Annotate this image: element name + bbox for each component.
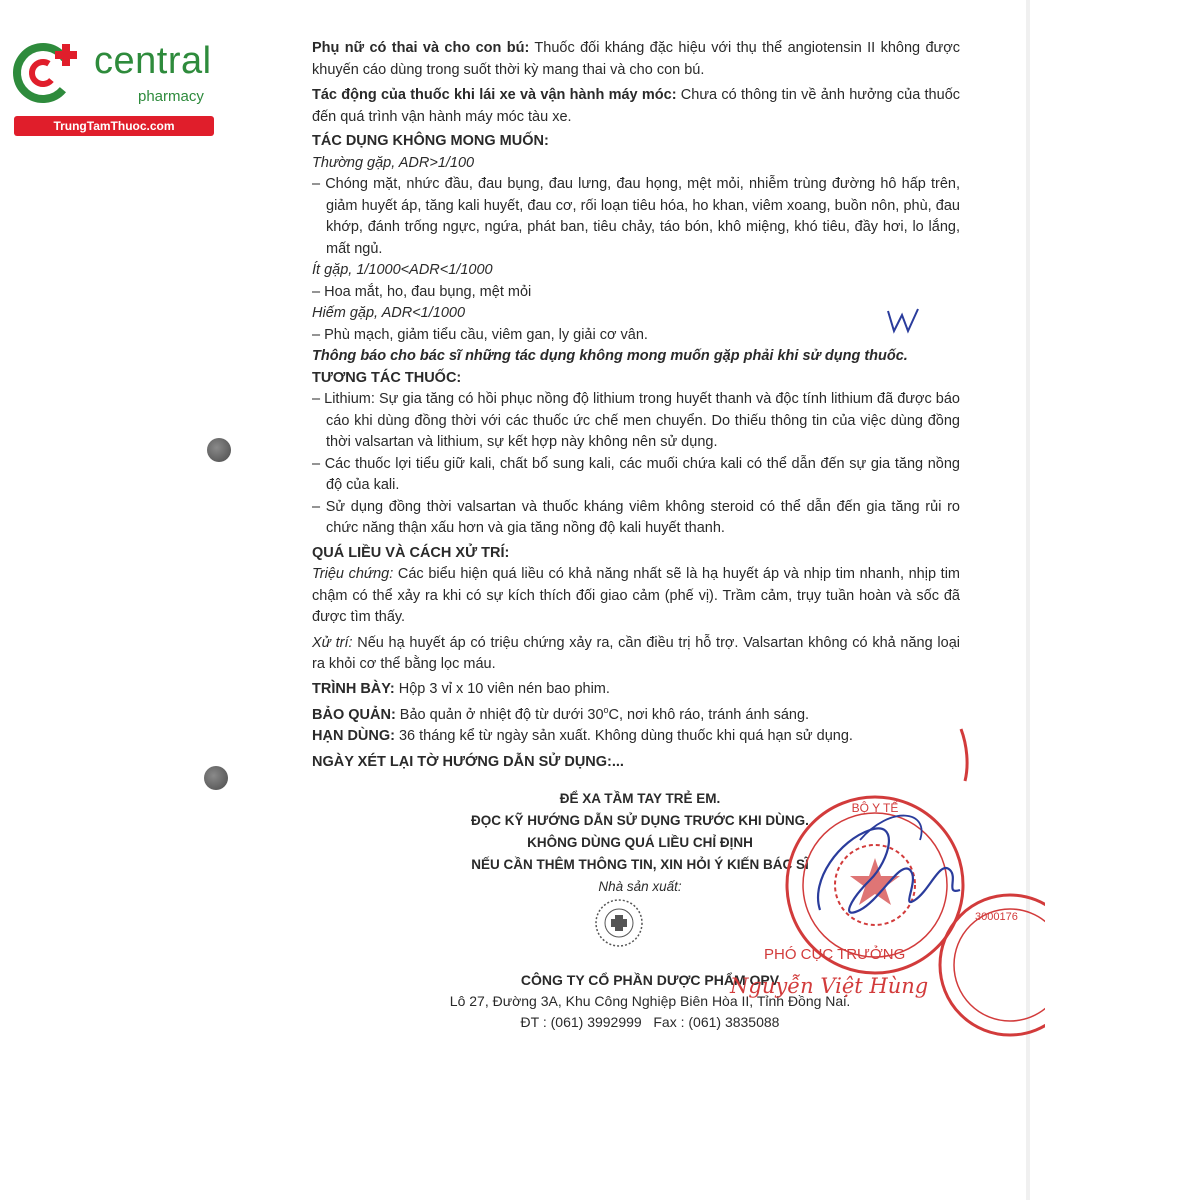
treatment-label: Xử trí:	[312, 634, 353, 651]
overdose-treatment	[312, 633, 960, 676]
signatory-name: Nguyễn Việt Hùng	[730, 974, 929, 998]
shelf-life-line	[312, 726, 960, 748]
shelf-life-label: HẠN DÙNG:	[312, 728, 395, 745]
adr-uncommon-label: Ít gặp, 1/1000<ADR<1/1000	[312, 262, 493, 278]
warning-line: KHÔNG DÙNG QUÁ LIỀU CHỈ ĐỊNH	[527, 835, 753, 850]
central-pharmacy-logo	[10, 36, 215, 136]
driving-label: Tác động của thuốc khi lái xe và vận hành máy móc:	[312, 87, 677, 103]
signatory-title: PHÓ CỤC TRƯỞNG	[764, 946, 906, 963]
driving-text: Chưa có thông tin về ảnh hưởng của thuốc đến quá trình vận hành máy móc tàu xe.	[312, 87, 961, 125]
interaction-item: – Sử dụng đồng thời valsartan và thuốc kháng viêm không steroid có thể dẫn đến gia tăng rủi ro chức năng thận xấu hơn và gia tăng nồng độ kali huyết thanh.	[312, 498, 960, 536]
manufacturer-label: Nhà sản xuất:	[598, 879, 682, 894]
presentation-line	[312, 679, 960, 701]
pregnancy-paragraph	[312, 38, 960, 81]
brand-url: TrungTamThuoc.com	[14, 116, 214, 136]
presentation-text: Hộp 3 vỉ x 10 viên nén bao phim.	[394, 680, 610, 697]
initials-mark	[884, 305, 924, 335]
adr-common-text: – Chóng mặt, nhức đầu, đau bụng, đau lưng, đau họng, mệt mỏi, nhiễm trùng đường hô hấp trên, giảm huyết áp, tăng kali huyết, đau cơ, rối loạn tiêu hóa, ho khan, viêm xoang, buồn nôn, phù, đau khớp, đánh trống ngực, ngứa, phát ban, tiêu chảy, táo bón, khô miệng, khó tiêu, đầy hơi, lo lắng, mất ngủ.	[312, 176, 960, 257]
adr-common-label: Thường gặp, ADR>1/100	[312, 154, 475, 171]
brand-name: central	[94, 40, 212, 82]
pharmacy-cross-icon	[10, 36, 84, 110]
storage-text-after: C, nơi khô ráo, tránh ánh sáng.	[608, 706, 810, 723]
symptoms-text: Các biểu hiện quá liều có khả năng nhất sẽ là hạ huyết áp và nhịp tim nhanh, nhịp tim chậm có thể xảy ra khi có sự kích thích đối giao cảm (phế vị). Trầm cảm, trụy tuần hoàn và sốc đã được tìm thấy.	[312, 566, 960, 625]
review-date-line: NGÀY XÉT LẠI TỜ HƯỚNG DẪN SỬ DỤNG:...	[312, 753, 624, 770]
brand-sub: pharmacy	[138, 88, 204, 105]
adr-uncommon-text: – Hoa mắt, ho, đau bụng, mệt mỏi	[312, 283, 532, 300]
storage-line	[312, 700, 960, 726]
manufacturer-address: Lô 27, Đường 3A, Khu Công Nghiệp Biên Hòa II, Tỉnh Đồng Nai.	[449, 993, 851, 1009]
pregnancy-label: Phụ nữ có thai và cho con bú:	[312, 40, 530, 56]
storage-text: Bảo quản ở nhiệt độ từ dưới 30	[395, 706, 604, 723]
adr-rare-text: – Phù mạch, giảm tiểu cầu, viêm gan, ly giải cơ vân.	[312, 326, 648, 343]
treatment-text: Nếu hạ huyết áp có triệu chứng xảy ra, cần điều trị hỗ trợ. Valsartan không có khả năng loại ra khỏi cơ thể bằng lọc máu.	[312, 634, 960, 672]
adr-rare-label: Hiếm gặp, ADR<1/1000	[312, 305, 466, 321]
warning-line: NẾU CẦN THÊM THÔNG TIN, XIN HỎI Ý KIẾN BÁC SĨ	[471, 857, 809, 872]
red-pen-mark	[955, 725, 975, 785]
adr-heading: TÁC DỤNG KHÔNG MONG MUỐN:	[312, 133, 549, 149]
driving-paragraph	[312, 85, 960, 128]
storage-label: BẢO QUẢN:	[312, 706, 396, 723]
manufacturer-company: CÔNG TY CỔ PHẦN DƯỢC PHẨM OPV	[520, 972, 780, 988]
symptoms-label: Triệu chứng:	[312, 566, 394, 582]
manufacturer-phone: ĐT : (061) 3992999 Fax : (061) 3835088	[520, 1014, 780, 1030]
warning-line: ĐỂ XA TẦM TAY TRẺ EM.	[559, 791, 721, 806]
degree-sup: o	[603, 705, 609, 715]
overdose-symptoms	[312, 564, 960, 629]
interactions-heading: TƯƠNG TÁC THUỐC:	[312, 369, 462, 386]
seal-text: BỘ Y TẾ	[851, 801, 899, 815]
company-seal-text: 3000176	[975, 911, 1018, 923]
adr-notice: Thông báo cho bác sĩ những tác dụng không mong muốn gặp phải khi sử dụng thuốc.	[312, 348, 908, 364]
leaflet-body	[312, 38, 960, 773]
manufacturer-emblem-icon	[594, 898, 644, 948]
overdose-heading: QUÁ LIỀU VÀ CÁCH XỬ TRÍ:	[312, 544, 510, 561]
interaction-item: – Lithium: Sự gia tăng có hồi phục nồng độ lithium trong huyết thanh và độc tính lithium đã được báo cáo khi dùng đồng thời với các thuốc ức chế men chuyển. Do thiếu thông tin của việc dùng đồng thời valsartan và lithium, sự kết hợp này không nên sử dụng.	[312, 391, 960, 450]
interaction-item: – Các thuốc lợi tiểu giữ kali, chất bổ sung kali, các muối chứa kali có thể dẫn đến sự gia tăng nồng độ của kali.	[312, 455, 960, 493]
punch-hole-top	[207, 438, 231, 462]
shelf-life-text: 36 tháng kể từ ngày sản xuất. Không dùng thuốc khi quá hạn sử dụng.	[394, 728, 853, 745]
handwritten-signature	[800, 800, 970, 940]
pregnancy-text: Thuốc đối kháng đặc hiệu với thụ thể angiotensin II không được khuyến cáo dùng trong suốt thời kỳ mang thai và cho con bú.	[312, 40, 960, 78]
punch-hole-bottom	[204, 766, 228, 790]
warning-line: ĐỌC KỸ HƯỚNG DẪN SỬ DỤNG TRƯỚC KHI DÙNG.	[471, 813, 809, 828]
presentation-label: TRÌNH BÀY:	[312, 680, 395, 697]
